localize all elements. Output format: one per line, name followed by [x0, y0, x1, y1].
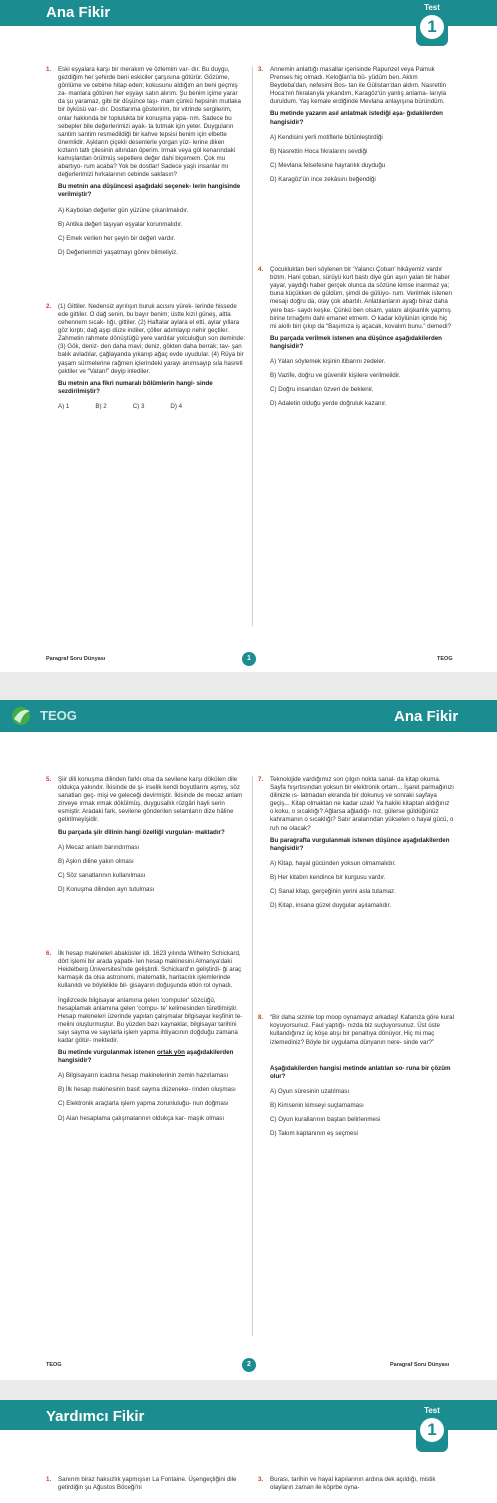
question-number: 3. — [258, 66, 264, 73]
right-column — [258, 1476, 454, 1492]
question-stem: Bu parçada verilmek istenen ana düşünce aşağıdakilerden hangisidir? — [270, 334, 442, 350]
answer-options — [58, 207, 246, 257]
question-stem: Bu paragrafta vurgulanmak istenen düşünce aşağıdakilerden hangisidir? — [270, 836, 450, 852]
right-column — [258, 66, 454, 414]
left-column — [46, 776, 246, 1129]
option-a[interactable]: A) Mecaz anlam barındırması — [58, 843, 140, 851]
option-b[interactable]: B) Kimsenin kimseyi suçlamaması — [270, 1101, 364, 1109]
option-a[interactable]: A) Kendisini yerli motiflerle bütünleştirdiği — [270, 133, 383, 141]
question-stem: Aşağıdakilerden hangisi metinde anlatılan so- runa bir çözüm olur? — [270, 1064, 451, 1080]
question-8 — [258, 1014, 454, 1138]
page-title: Ana Fikir — [46, 4, 111, 21]
option-d[interactable]: D) Konuşma dilinden ayrı tutulması — [58, 885, 155, 893]
question-text: Şiir dili konuşma dilinden farklı olsa da sevilene karşı dökülen dile oldukça yakındır. İkisinde de şi- irselik kendi boyutlarını aşmış, söz sanatları geç- mişi ve geleceği devirmiştir. İkisinde de mecaz anlam zirveye ırmak ırmak dökülmüş, duygusallık rüzgâri hayli serin esmiştir. Aradaki fark, sevilene gönderilen selamların dize hâline getirilmeyişidir. — [58, 776, 243, 824]
test-tab-label: Test — [424, 3, 440, 12]
right-column — [258, 776, 454, 1144]
option-c[interactable]: C) Emek verilen her şeyin bir değeri vardır. — [58, 234, 176, 242]
test-number: 1 — [420, 15, 444, 39]
page-3 — [0, 1400, 497, 1503]
question-text: “Bir daha sizinle top moop oynamayız arkadaş! Kafanıza göre kural koyuyorsunuz. Faul yaptığı- nızda biz suçluyorsunuz. Üst üste kullandığınız üç köşe atışı bir penaltıya dönüyor. Hiç mi maç izlemediniz? Böyle bir uygulama dünyanın nere- sinde var?” — [270, 1014, 455, 1046]
option-d[interactable]: D) Adaletin olduğu yerde doğruluk kazanır. — [270, 400, 387, 408]
stem-part-1: Bu metinde vurgulanmak istenen — [58, 1049, 158, 1057]
option-a[interactable]: A) 1 — [58, 402, 70, 410]
answer-options — [270, 358, 454, 408]
question-number: 8. — [258, 1014, 264, 1022]
option-a[interactable]: A) Kitap, hayal gücünden yoksun olmamalıdır. — [270, 859, 396, 867]
option-a[interactable]: A) Kaybolan değerler gün yüzüne çıkarılmalıdır. — [58, 206, 189, 214]
question-text: Burası, tarihin ve hayal kapılarının ardına dek açıldığı, mistik olayların zaman ile köprbe oyna- — [270, 1476, 436, 1492]
test-tab — [416, 0, 448, 46]
footer-left: Paragraf Soru Dünyası — [46, 656, 106, 662]
question-number: 1. — [46, 1476, 52, 1483]
stem-part-2: aşağıdakilerden hangisidir? — [58, 1049, 234, 1065]
question-text: İlk hesap makineleri abaküsler idi. 1623 yılında Wilhelm Schickard, dört işlemi bir arada yapabi- len hesap makinesini Almanya'daki Heidelberg Üniversitesi'nde geliştirdi. Schickard'ın geliştirdi- ği araç karmaşık da olsa astronomi, matematik, haritacılık işlemlerinde kullanıldı ve böylelikle bil- gisayarın doğuşunda etkin rol oynadı. — [58, 950, 242, 990]
question-6 — [46, 950, 246, 1123]
option-c[interactable]: C) Sanal kitap, gerçeğinin yerini asla tutamaz. — [270, 888, 396, 896]
question-text: Teknolojide vardığımız son çılgın nokta sanal- da kitap okuma. Sayfa hışırtısından yoksun bir elektronik ortam... İşaret parmağınızı dilinizle ıs- latmadan ekranda bir dokunuş ve sonraki sayfaya geçiş... Kitap olmaktan ne kadar uzak! Ya hakiki kitaptan aldığınız o koku, o sıcaklığı? Ağlarsa ağladığı- nız, gülerse güldüğünüz kahramanın o sıcaklığı? Satır aralarından yükselen o hayal gücü, o ruh ne olacak? — [270, 776, 454, 832]
option-b[interactable]: B) Antika değeri taşıyan eşyalar korunmalıdır. — [58, 220, 183, 228]
leaf-logo-icon — [8, 705, 34, 727]
question-stem: Bu metnin ana düşüncesi aşağıdaki seçenek- lerin hangisinde verilmiştir? — [58, 183, 241, 199]
option-a[interactable]: A) Oyun süresinin uzatılması — [270, 1087, 350, 1095]
option-c[interactable]: C) Söz sanatlarının kullanılması — [58, 871, 146, 879]
page-2 — [0, 700, 497, 1380]
question-1 — [46, 1476, 246, 1492]
option-c[interactable]: C) 3 — [132, 402, 145, 410]
question-stem — [58, 1049, 246, 1065]
question-number: 3. — [258, 1476, 264, 1483]
question-text: Sanırım biraz haksızlık yapmışsın La Fontaine. Üşengeçliğini dile getirdiğin şu Ağustos Böceği'ni — [58, 1476, 237, 1492]
option-c[interactable]: C) Elektronik araçlarla işlem yapma zorunluluğu- nun doğması — [58, 1100, 229, 1108]
left-column — [46, 1476, 246, 1492]
option-c[interactable]: C) Oyun kurallarının baştan belirlenmesi — [270, 1115, 381, 1123]
option-d[interactable]: D) Kitap, insana güzel duygular aşılamalıdır. — [270, 902, 392, 910]
page-title: Ana Fikir — [394, 708, 459, 725]
question-text-2: İngilizcede bilgisayar anlamına gelen 'computer' sözcüğü, hesaplamak anlamına gelen 'compu- te' kelimesinden türetilmiştir. Hesap makineleri üzerinde yapılan çalışmalar bilgisayar keşfinin te- melini oluşturmuştur. Bu yüzden bazı kaynaklar, bilgisayar tarihini sayı sayma ve sayılarla işlem yapma ihtiyacının doğduğu zamana kadar götür- mektedir. — [58, 996, 243, 1044]
question-3 — [258, 66, 454, 184]
answer-options — [58, 403, 246, 411]
option-c[interactable]: C) Doğru insandan özveri de beklenir. — [270, 386, 374, 394]
option-d[interactable]: D) 4 — [170, 402, 183, 410]
question-number: 4. — [258, 266, 264, 274]
option-d[interactable]: D) Takım kaptanının eş seçmesi — [270, 1130, 358, 1138]
option-b[interactable]: B) Aşkın diline yakın olması — [58, 857, 134, 865]
question-text: (1) Gittiler. Nedensiz ayrılışın buruk acısını yürek- lerinde hissede ede gittiler. O dağ senin, bu bayır benim; üstte kızıl güneş, altta cehennem sıcak- lığı, gittiler. (2) Haftalar aylara el etti, aylar yıllara göz kırptı; dağ aşıp düze indiler, çöller adımlayıp nehir geçtiler. Zahmetin rahmete dönüştüğü yere vardılar yolculuğun son deminde: (3) Gök, deniz- den daha mavi; deniz, gökten daha berrak; tav- şan balık avladılar, çağlayanda yıkanıp ağaç evde uyudular. (4) Rüya bir yaşam sürmelerine rağmen içlerindeki yarayı anımsayıp sıla hasreti çektiler ve “Vatan!” deyip inlediler. — [58, 302, 246, 375]
page-2-header — [0, 700, 497, 732]
footer-right: Paragraf Soru Dünyası — [390, 1362, 450, 1368]
answer-options — [270, 134, 454, 184]
option-b[interactable]: B) Nasrettin Hoca fıkralarını sevdiği — [270, 147, 368, 155]
question-2 — [46, 303, 246, 411]
option-c[interactable]: C) Mevlana felsefesine hayranlık duyduğu — [270, 161, 386, 169]
page-1 — [0, 0, 497, 672]
stem-underlined: ortak yön — [157, 1049, 185, 1057]
question-stem: Bu metinde yazarın asıl anlatmak istediği aşa- ğıdakilerden hangisidir? — [270, 110, 443, 126]
option-b[interactable]: B) İlk hesap makinesinin basit sayma düzeneke- rinden oluşması — [58, 1086, 236, 1094]
question-number: 6. — [46, 950, 52, 958]
option-a[interactable]: A) Bilgisayarın icadına hesap makinelerinin zemin hazırlaması — [58, 1072, 229, 1080]
option-b[interactable]: B) Vazife, doğru ve güvenilir kişilere verilmelidir. — [270, 372, 401, 380]
question-text: Annemin anlattığı masallar içerisinde Rapunzel veya Pamuk Prenses hiç olmadı. Keloğlan'la bü- yüdüm ben. Aklım Beydeba'dan, nefesimi Bos- tan ile Gülistan'dan aldım. Nasrettin Hoca'nın fıkralarıyla yıkandım, Karagöz'ün yanlış anlama- larıyla duruldum. Yaş kemale erdiğinde Mevlana anlayışına büründüm. — [270, 66, 447, 106]
option-d[interactable]: D) Alan hesaplama çalışmalarının oldukça kar- maşık olması — [58, 1114, 225, 1122]
column-divider — [252, 66, 253, 626]
option-d[interactable]: D) Değerlerimizi yaşatmayı görev bilmeliyiz. — [58, 248, 178, 256]
answer-options — [58, 1072, 246, 1122]
page-number: 1 — [242, 652, 256, 666]
option-b[interactable]: B) Her kitabın kendince bir kurgusu vardır. — [270, 873, 386, 881]
question-number: 5. — [46, 776, 52, 783]
answer-options — [270, 860, 454, 910]
option-b[interactable]: B) 2 — [95, 402, 107, 410]
left-column — [46, 66, 246, 411]
footer-right: TEOG — [437, 656, 453, 662]
question-3 — [258, 1476, 454, 1492]
question-1 — [46, 66, 246, 257]
test-number: 1 — [420, 1418, 444, 1442]
page-title: Yardımcı Fikir — [46, 1408, 145, 1425]
question-stem: Bu metnin ana fikri numaralı bölümlerin hangi- sinde sezdirilmiştir? — [58, 379, 213, 395]
answer-options — [58, 844, 246, 894]
column-divider — [252, 776, 253, 1336]
page-gap — [0, 1380, 497, 1400]
option-d[interactable]: D) Karagöz'ün ince zekâsını beğendiği — [270, 175, 376, 183]
page-number: 2 — [242, 1358, 256, 1372]
option-a[interactable]: A) Yalan söylemek kişinin itibarını zedeler. — [270, 357, 386, 365]
test-tab — [416, 1400, 448, 1452]
page-gap — [0, 672, 497, 700]
question-7 — [258, 776, 454, 910]
question-number: 1. — [46, 66, 52, 73]
question-text: Çocukluktan beri söylenen bir 'Yalancı Çoban' hikâyemiz vardır bizim. Hani çoban, sürüyü kurt bastı diye gün aşırı yalan bir haber yayar, yaydığı haber gerçek olunca da sözüne kimse inanmaz ya; buna küçükken de güldüm, şimdi de gülüyo- rum. Verilmek istenen mesajı doğru da, olay çok abartılı. Anlatılanların ayağı biraz daha yere bas- saydı keşke. Çünkü ben olsam, yalanı alışkanlık yapmış birine tırnağımı dahi emanet etmem. O kadar köylünün içinde hiç mi akıllı biri çıkıp da “Başımıza iş açacak, kovalım bunu.” demedi? — [270, 266, 452, 330]
question-number: 7. — [258, 776, 264, 783]
question-text: Eski eşyalara karşı bir merakım ve özlemim var- dır. Bu duygu, gezdiğim her şehirde beni eskiciler çarşısına götürür. Gözüme, gönlüme ve cebime hitap eden; kokusunu aldığım an beni geçmiş za- manlara götüren her eşyayı satın alırım. Şu benim içime yarar da şu yaramaz, gibi bir düşünce taşı- mam çünkü hepsinin mutlaka bir öyküsü var- dır. Dostlarıma gösteririm, bir vitrinde sergilerim, onlar hakkında bir topluluktа bir konuşma yapa- rım. Sadece bu sebepler bile değerlerimizi ayak- ta tutmak için yeter. Duyguların santim santim resmedildiği bir kahve tepsisi benim için elbette önemlidir. Aşkların çiçekli desenlerle yorgan yüz- lerine diken kızların tatlı çilesinin altından öperim. Irmak veya göl kenarındaki kamışlardan örülmüş sepetlere değer dahi biçemem. Çok mu abartıyo- rum acaba? Yok be dostlar! Sadece yaşlı insanlar mı değerlerimizi hırkalarının cebinde saklasın? — [58, 66, 241, 179]
test-tab-label: Test — [424, 1406, 440, 1415]
question-5 — [46, 776, 246, 894]
question-stem: Bu parçada şiir dilinin hangi özelliği vurgulan- maktadır? — [58, 828, 225, 836]
brand-title: TEOG — [40, 708, 77, 723]
footer-left: TEOG — [46, 1362, 62, 1368]
question-4 — [258, 266, 454, 408]
answer-options — [270, 1088, 454, 1138]
question-number: 2. — [46, 302, 52, 310]
